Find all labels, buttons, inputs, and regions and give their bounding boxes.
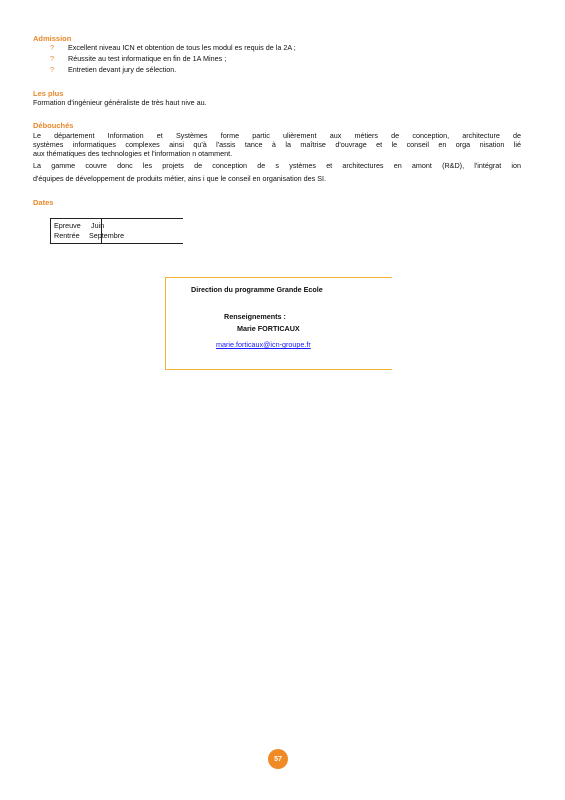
contact-info-label: Renseignements : bbox=[224, 312, 286, 321]
contact-box bbox=[165, 277, 392, 370]
bullet-icon: ? bbox=[50, 43, 54, 52]
admission-item bbox=[50, 66, 176, 75]
dates-row-label: Rentrée bbox=[54, 231, 80, 240]
admission-heading: Admission bbox=[33, 34, 72, 43]
debouches-line: Le département Information et Systèmes forme partic ulièrement aux métiers de conception, architecture de bbox=[33, 131, 521, 140]
dates-row-value: Juin bbox=[91, 221, 105, 230]
bullet-icon: ? bbox=[50, 65, 54, 74]
dates-row-label: Epreuve bbox=[54, 221, 81, 230]
dates-heading: Dates bbox=[33, 198, 54, 207]
debouches-line: d'équipes de développement de produits métier, ains i que le conseil en organisation des SI. bbox=[33, 174, 327, 183]
debouches-line: aux thématiques des technologies et l'information n otamment. bbox=[33, 149, 233, 158]
admission-item bbox=[50, 44, 296, 53]
plus-heading: Les plus bbox=[33, 89, 64, 98]
admission-item bbox=[50, 55, 226, 64]
debouches-line: systèmes informatiques complexes ainsi qu'à l'assis tance à la maîtrise d'ouvrage et le conseil en orga nisation lié bbox=[33, 140, 521, 149]
bullet-icon: ? bbox=[50, 54, 54, 63]
contact-email-link[interactable]: marie.forticaux@icn-groupe.fr bbox=[216, 340, 311, 349]
admission-item-text: Entretien devant jury de sélection. bbox=[68, 65, 177, 74]
admission-item-text: Réussite au test informatique en fin de 1A Mines ; bbox=[68, 54, 227, 63]
page-number-badge: 57 bbox=[268, 749, 288, 769]
contact-title: Direction du programme Grande Ecole bbox=[191, 285, 323, 294]
contact-name: Marie FORTICAUX bbox=[237, 324, 300, 333]
dates-table bbox=[50, 218, 183, 244]
admission-item-text: Excellent niveau ICN et obtention de tous les modul es requis de la 2A ; bbox=[68, 43, 296, 52]
debouches-heading: Débouchés bbox=[33, 121, 74, 130]
dates-row-value: Septembre bbox=[89, 231, 125, 240]
plus-text: Formation d'ingénieur généraliste de très haut nive au. bbox=[33, 98, 207, 107]
debouches-line: La gamme couvre donc les projets de conception de s ystèmes et architectures en amont (R&D), l'intégrat ion bbox=[33, 161, 521, 170]
